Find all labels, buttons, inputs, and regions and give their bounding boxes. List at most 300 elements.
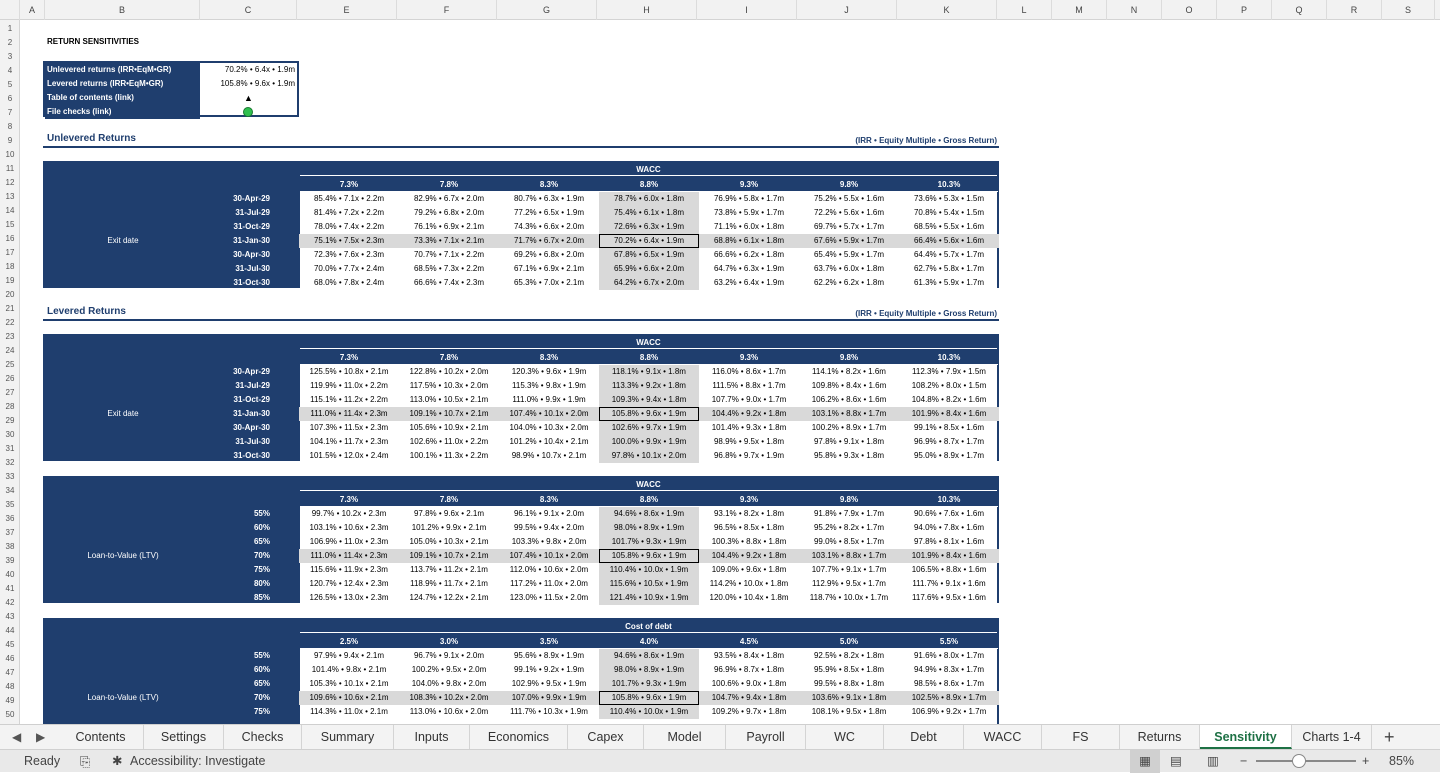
column-header-G[interactable]: G — [497, 0, 597, 20]
row-header[interactable]: 47 — [5, 668, 15, 677]
row-header[interactable]: 50 — [5, 710, 15, 719]
table-cell[interactable]: 106.9% • 11.0x • 2.3m — [309, 537, 389, 546]
table-cell[interactable]: 100.3% • 8.8x • 1.8m — [711, 537, 787, 546]
table-cell[interactable]: 104.1% • 11.7x • 2.3m — [309, 437, 389, 446]
table-cell[interactable]: 109.6% • 10.6x • 2.1m — [299, 691, 399, 705]
row-header[interactable]: 31 — [5, 444, 15, 453]
table-cell[interactable]: 109.0% • 9.6x • 1.8m — [711, 565, 787, 574]
table-cell[interactable]: 108.1% • 9.5x • 1.8m — [811, 707, 887, 716]
row-header[interactable]: 12 — [5, 178, 15, 187]
table-cell[interactable]: 95.2% • 8.2x • 1.7m — [813, 523, 885, 532]
table-cell[interactable]: 106.2% • 8.6x • 1.6m — [811, 395, 887, 404]
sheet-tab-summary[interactable]: Summary — [302, 725, 394, 749]
table-cell[interactable]: 101.4% • 9.3x • 1.8m — [711, 423, 787, 432]
table-cell[interactable]: 111.5% • 8.8x • 1.7m — [712, 381, 786, 390]
sheet-tab-economics[interactable]: Economics — [470, 725, 568, 749]
row-header[interactable]: 23 — [5, 332, 15, 341]
table-cell[interactable]: 103.1% • 8.8x • 1.7m — [799, 407, 899, 421]
sheet-title: RETURN SENSITIVITIES — [47, 37, 140, 46]
table-cell[interactable]: 80.7% • 6.3x • 1.9m — [513, 194, 585, 203]
table-cell[interactable]: 73.8% • 5.9x • 1.7m — [713, 208, 785, 217]
table-row-label: 30-Apr-30 — [233, 423, 270, 432]
table-cell[interactable]: 104.4% • 9.2x • 1.8m — [699, 407, 799, 421]
table-cell[interactable]: 99.1% • 9.2x • 1.9m — [513, 665, 585, 674]
row-header-bar — [0, 20, 20, 724]
column-header-N[interactable]: N — [1107, 0, 1162, 20]
table-cell[interactable]: 99.5% • 9.4x • 2.0m — [513, 523, 585, 532]
table-cell[interactable]: 68.5% • 5.5x • 1.6m — [913, 222, 985, 231]
table-cell[interactable]: 109.1% • 10.7x • 2.1m — [399, 549, 499, 563]
summary-label[interactable]: File checks (link) — [45, 105, 200, 119]
table-cell[interactable]: 105.6% • 10.9x • 2.1m — [409, 423, 489, 432]
row-header[interactable]: 4 — [7, 66, 13, 75]
row-header[interactable]: 19 — [5, 276, 15, 285]
table-cell[interactable]: 72.6% • 6.3x • 1.9m — [599, 220, 699, 234]
sheet-tab-settings[interactable]: Settings — [144, 725, 224, 749]
row-header[interactable]: 46 — [5, 654, 15, 663]
table-cell[interactable]: 95.9% • 8.5x • 1.8m — [813, 665, 885, 674]
table-cell[interactable]: 107.3% • 11.5x • 2.3m — [309, 423, 389, 432]
column-header-B[interactable]: B — [45, 0, 200, 20]
table-cell[interactable]: 79.2% • 6.8x • 2.0m — [413, 208, 485, 217]
row-header[interactable]: 38 — [5, 542, 15, 551]
table-cell[interactable]: 66.4% • 5.6x • 1.6m — [899, 234, 999, 248]
zoom-out-button[interactable]: − — [1240, 754, 1248, 768]
table-cell[interactable]: 75.2% • 5.5x • 1.6m — [813, 194, 885, 203]
table-cell[interactable]: 111.7% • 10.3x • 1.9m — [510, 707, 588, 716]
select-all-corner[interactable] — [0, 0, 20, 20]
triangle-up-icon[interactable]: ▲ — [244, 93, 253, 103]
table-cell[interactable]: 104.4% • 9.2x • 1.8m — [699, 549, 799, 563]
table-cell[interactable]: 71.7% • 6.7x • 2.0m — [499, 234, 599, 248]
row-header[interactable]: 43 — [5, 612, 15, 621]
table-cell[interactable]: 68.8% • 6.1x • 1.8m — [699, 234, 799, 248]
table-cell[interactable]: 64.7% • 6.3x • 1.9m — [713, 264, 785, 273]
table-cell[interactable]: 96.8% • 9.7x • 1.9m — [713, 451, 785, 460]
table-cell[interactable]: 107.7% • 9.1x • 1.7m — [811, 565, 887, 574]
table-cell[interactable]: 104.0% • 9.8x • 2.0m — [411, 679, 487, 688]
accessibility-status[interactable]: Accessibility: Investigate — [130, 754, 266, 768]
table-cell[interactable]: 109.2% • 9.7x • 1.8m — [711, 707, 787, 716]
zoom-in-button[interactable]: + — [1362, 754, 1370, 768]
table-cell[interactable]: 117.2% • 11.0x • 2.0m — [510, 579, 588, 588]
table-cell[interactable]: 108.2% • 8.0x • 1.5m — [911, 381, 987, 390]
table-cell[interactable]: 94.6% • 8.6x • 1.9m — [599, 507, 699, 521]
table-cell[interactable]: 65.3% • 7.0x • 2.1m — [513, 278, 585, 287]
row-header[interactable]: 22 — [5, 318, 15, 327]
row-header[interactable]: 11 — [5, 164, 15, 173]
table-cell[interactable]: 120.3% • 9.6x • 1.9m — [511, 367, 587, 376]
table-cell[interactable]: 78.0% • 7.4x • 2.2m — [313, 222, 385, 231]
column-header-L[interactable]: L — [997, 0, 1052, 20]
table-cell[interactable]: 118.7% • 10.0x • 1.7m — [809, 593, 889, 602]
table-cell[interactable]: 67.6% • 5.9x • 1.7m — [799, 234, 899, 248]
table-cell[interactable]: 113.3% • 9.2x • 1.8m — [599, 379, 699, 393]
column-header-H[interactable]: H — [597, 0, 697, 20]
table-cell[interactable]: 100.0% • 9.9x • 1.9m — [599, 435, 699, 449]
row-header[interactable]: 33 — [5, 472, 15, 481]
table-cell[interactable]: 115.3% • 9.8x • 1.9m — [512, 381, 586, 390]
table-cell[interactable]: 105.0% • 10.3x • 2.1m — [409, 537, 489, 546]
table-column-header: 8.8% — [600, 493, 698, 507]
table-cell[interactable]: 117.6% • 9.5x • 1.6m — [912, 593, 986, 602]
table-cell[interactable]: 109.8% • 8.4x • 1.6m — [811, 381, 887, 390]
table-cell[interactable]: 126.5% • 13.0x • 2.3m — [309, 593, 389, 602]
table-cell[interactable]: 95.0% • 8.9x • 1.7m — [913, 451, 985, 460]
table-cell[interactable]: 97.8% • 8.1x • 1.6m — [913, 537, 985, 546]
table-cell[interactable]: 66.6% • 7.4x • 2.3m — [413, 278, 485, 287]
table-cell[interactable]: 111.7% • 9.1x • 1.6m — [912, 579, 986, 588]
table-cell[interactable]: 120.0% • 10.4x • 1.8m — [709, 593, 789, 602]
check-status-cell[interactable] — [200, 105, 297, 119]
table-cell[interactable]: 110.4% • 10.0x • 1.9m — [599, 563, 699, 577]
table-cell[interactable]: 115.1% • 11.2x • 2.2m — [310, 395, 388, 404]
table-cell[interactable]: 107.7% • 9.0x • 1.7m — [711, 395, 787, 404]
table-cell[interactable]: 101.7% • 9.3x • 1.9m — [599, 677, 699, 691]
table-cell[interactable]: 75.1% • 7.5x • 2.3m — [299, 234, 399, 248]
table-cell[interactable]: 70.2% • 6.4x • 1.9m — [599, 234, 699, 248]
row-header[interactable]: 45 — [5, 640, 15, 649]
table-cell[interactable]: 117.5% • 10.3x • 2.0m — [409, 381, 489, 390]
accessibility-icon[interactable]: ✱ — [112, 754, 123, 768]
table-cell[interactable]: 100.6% • 9.0x • 1.8m — [711, 679, 787, 688]
table-cell[interactable]: 96.5% • 8.5x • 1.8m — [713, 523, 785, 532]
sheet-tab-payroll[interactable]: Payroll — [726, 725, 806, 749]
table-cell[interactable]: 96.9% • 8.7x • 1.8m — [713, 665, 785, 674]
table-cell[interactable]: 63.2% • 6.4x • 1.9m — [713, 278, 785, 287]
table-cell[interactable]: 99.1% • 8.5x • 1.6m — [913, 423, 985, 432]
add-sheet-button[interactable]: + — [1384, 727, 1395, 747]
column-header-O[interactable]: O — [1162, 0, 1217, 20]
table-cell[interactable]: 67.8% • 6.5x • 1.9m — [599, 248, 699, 262]
sheet-tab-capex[interactable]: Capex — [568, 725, 644, 749]
table-cell[interactable]: 71.1% • 6.0x • 1.8m — [713, 222, 785, 231]
table-cell[interactable]: 104.7% • 9.4x • 1.8m — [699, 691, 799, 705]
table-cell[interactable]: 103.1% • 8.8x • 1.7m — [799, 549, 899, 563]
row-header[interactable]: 5 — [7, 80, 13, 89]
table-axis-label: WACC — [300, 478, 997, 491]
column-header-R[interactable]: R — [1327, 0, 1382, 20]
tab-scroll-right-icon[interactable]: ▶ — [36, 730, 46, 744]
row-header[interactable]: 16 — [5, 234, 15, 243]
row-header[interactable]: 3 — [7, 52, 13, 61]
row-header[interactable]: 27 — [5, 388, 15, 397]
table-cell[interactable]: 101.9% • 8.4x • 1.6m — [899, 407, 999, 421]
table-cell[interactable]: 65.4% • 5.9x • 1.7m — [813, 250, 885, 259]
table-cell[interactable]: 70.8% • 5.4x • 1.5m — [913, 208, 985, 217]
table-cell[interactable]: 99.7% • 10.2x • 2.3m — [311, 509, 387, 518]
table-cell[interactable]: 77.2% • 6.5x • 1.9m — [513, 208, 585, 217]
table-cell[interactable]: 101.2% • 10.4x • 2.1m — [509, 437, 589, 446]
table-cell[interactable]: 63.7% • 6.0x • 1.8m — [813, 264, 885, 273]
table-cell[interactable]: 103.3% • 9.8x • 2.0m — [511, 537, 587, 546]
macro-record-icon[interactable]: ⎘ — [80, 754, 91, 769]
sheet-tab-charts-1-4[interactable]: Charts 1-4 — [1292, 725, 1372, 749]
row-header[interactable]: 26 — [5, 374, 15, 383]
table-cell[interactable]: 101.5% • 12.0x • 2.4m — [309, 451, 389, 460]
row-header[interactable]: 15 — [5, 220, 15, 229]
zoom-slider-thumb[interactable] — [1292, 754, 1306, 768]
table-cell[interactable]: 111.0% • 11.4x • 2.3m — [299, 549, 399, 563]
row-header[interactable]: 41 — [5, 584, 15, 593]
row-header[interactable]: 24 — [5, 346, 15, 355]
column-header-J[interactable]: J — [797, 0, 897, 20]
summary-label[interactable]: Table of contents (link) — [45, 91, 200, 105]
table-cell[interactable]: 123.0% • 11.5x • 2.0m — [509, 593, 589, 602]
table-cell[interactable]: 81.4% • 7.2x • 2.2m — [313, 208, 385, 217]
sheet-tab-fs[interactable]: FS — [1042, 725, 1120, 749]
table-cell[interactable]: 91.8% • 7.9x • 1.7m — [813, 509, 885, 518]
table-cell[interactable]: 75.4% • 6.1x • 1.8m — [599, 206, 699, 220]
table-cell[interactable]: 82.9% • 6.7x • 2.0m — [413, 194, 485, 203]
table-cell[interactable]: 111.0% • 9.9x • 1.9m — [512, 395, 586, 404]
table-cell[interactable]: 122.8% • 10.2x • 2.0m — [409, 367, 489, 376]
table-column-header: 9.3% — [700, 178, 798, 192]
sheet-tab-contents[interactable]: Contents — [58, 725, 144, 749]
table-cell[interactable]: 73.6% • 5.3x • 1.5m — [913, 194, 985, 203]
table-cell[interactable]: 62.7% • 5.8x • 1.7m — [913, 264, 985, 273]
table-cell[interactable]: 101.7% • 9.3x • 1.9m — [599, 535, 699, 549]
table-cell[interactable]: 67.1% • 6.9x • 2.1m — [513, 264, 585, 273]
table-cell[interactable]: 105.8% • 9.6x • 1.9m — [599, 549, 699, 563]
table-cell[interactable]: 101.9% • 8.4x • 1.6m — [899, 549, 999, 563]
table-cell[interactable]: 72.3% • 7.6x • 2.3m — [313, 250, 385, 259]
table-row-label: 31-Jul-30 — [235, 437, 270, 446]
sheet-tab-sensitivity[interactable]: Sensitivity — [1200, 725, 1292, 749]
row-header[interactable]: 7 — [7, 108, 13, 117]
column-header-S[interactable]: S — [1382, 0, 1435, 20]
table-cell[interactable]: 78.7% • 6.0x • 1.8m — [599, 192, 699, 206]
table-cell[interactable]: 105.8% • 9.6x • 1.9m — [599, 407, 699, 421]
summary-row-file-checks[interactable] — [45, 105, 297, 119]
table-cell[interactable]: 116.0% • 8.6x • 1.7m — [712, 367, 786, 376]
table-cell[interactable]: 96.9% • 8.7x • 1.7m — [913, 437, 985, 446]
column-header-P[interactable]: P — [1217, 0, 1272, 20]
row-header[interactable]: 14 — [5, 206, 15, 215]
table-cell[interactable]: 102.6% • 9.7x • 1.9m — [599, 421, 699, 435]
row-header[interactable]: 25 — [5, 360, 15, 369]
table-cell[interactable]: 111.0% • 11.4x • 2.3m — [299, 407, 399, 421]
table-cell[interactable]: 98.0% • 8.9x • 1.9m — [599, 663, 699, 677]
table-cell[interactable]: 99.0% • 8.5x • 1.7m — [813, 537, 885, 546]
row-header[interactable]: 34 — [5, 486, 15, 495]
table-cell[interactable]: 113.7% • 11.2x • 2.1m — [410, 565, 488, 574]
table-cell[interactable]: 101.2% • 9.9x • 2.1m — [411, 523, 487, 532]
column-header-I[interactable]: I — [697, 0, 797, 20]
row-header[interactable]: 35 — [5, 500, 15, 509]
row-header[interactable]: 40 — [5, 570, 15, 579]
table-row-label: 80% — [253, 579, 270, 588]
table-cell[interactable]: 114.1% • 8.2x • 1.6m — [812, 367, 886, 376]
table-cell[interactable]: 125.5% • 10.8x • 2.1m — [309, 367, 389, 376]
table-cell[interactable]: 64.2% • 6.7x • 2.0m — [599, 276, 699, 290]
column-header-A[interactable]: A — [20, 0, 45, 20]
table-cell[interactable]: 102.9% • 9.5x • 1.9m — [511, 679, 587, 688]
row-header[interactable]: 37 — [5, 528, 15, 537]
table-cell[interactable]: 76.9% • 5.8x • 1.7m — [713, 194, 785, 203]
table-cell[interactable]: 76.1% • 6.9x • 2.1m — [413, 222, 485, 231]
table-cell[interactable]: 100.2% • 8.9x • 1.7m — [811, 423, 887, 432]
row-header[interactable]: 30 — [5, 430, 15, 439]
table-cell[interactable]: 113.0% • 10.5x • 2.1m — [409, 395, 489, 404]
table-cell[interactable]: 95.6% • 8.9x • 1.9m — [513, 651, 585, 660]
column-header-K[interactable]: K — [897, 0, 997, 20]
table-cell[interactable]: 92.5% • 8.2x • 1.8m — [813, 651, 885, 660]
table-cell[interactable]: 94.9% • 8.3x • 1.7m — [913, 665, 985, 674]
table-cell[interactable]: 106.5% • 8.8x • 1.6m — [911, 565, 987, 574]
table-cell[interactable]: 69.2% • 6.8x • 2.0m — [513, 250, 585, 259]
table-cell[interactable]: 69.7% • 5.7x • 1.7m — [813, 222, 885, 231]
table-cell[interactable]: 104.8% • 8.2x • 1.6m — [911, 395, 987, 404]
summary-row-toc-link[interactable] — [45, 91, 297, 105]
table-cell[interactable]: 97.9% • 9.4x • 2.1m — [313, 651, 385, 660]
table-cell[interactable]: 61.3% • 5.9x • 1.7m — [913, 278, 985, 287]
table-cell[interactable]: 72.2% • 5.6x • 1.6m — [813, 208, 885, 217]
sheet-tab-model[interactable]: Model — [644, 725, 726, 749]
column-header-E[interactable]: E — [297, 0, 397, 20]
table-cell[interactable]: 100.1% • 11.3x • 2.2m — [409, 451, 489, 460]
page-layout-view-icon[interactable]: ▤ — [1170, 754, 1182, 768]
sheet-tab-inputs[interactable]: Inputs — [394, 725, 470, 749]
table-cell[interactable]: 114.3% • 11.0x • 2.1m — [310, 707, 388, 716]
table-cell[interactable]: 105.3% • 10.1x • 2.1m — [309, 679, 389, 688]
table-row-label: 55% — [253, 509, 270, 518]
column-header-M[interactable]: M — [1052, 0, 1107, 20]
row-header[interactable]: 6 — [7, 94, 13, 103]
row-header[interactable]: 1 — [7, 24, 13, 33]
table-cell[interactable]: 91.6% • 8.0x • 1.7m — [913, 651, 985, 660]
table-cell[interactable]: 112.3% • 7.9x • 1.5m — [912, 367, 986, 376]
sheet-tab-checks[interactable]: Checks — [224, 725, 302, 749]
table-cell[interactable]: 115.6% • 11.9x • 2.3m — [310, 565, 388, 574]
row-header[interactable]: 17 — [5, 248, 15, 257]
table-cell[interactable]: 93.1% • 8.2x • 1.8m — [713, 509, 785, 518]
normal-view-icon[interactable]: ▦ — [1130, 750, 1160, 773]
table-cell[interactable]: 107.4% • 10.1x • 2.0m — [499, 549, 599, 563]
sheet-tab-wc[interactable]: WC — [806, 725, 884, 749]
table-cell[interactable]: 96.7% • 9.1x • 2.0m — [413, 651, 485, 660]
table-cell[interactable]: 97.8% • 9.6x • 2.1m — [413, 509, 485, 518]
table-cell[interactable]: 112.0% • 10.6x • 2.0m — [509, 565, 589, 574]
table-cell[interactable]: 109.1% • 10.7x • 2.1m — [399, 407, 499, 421]
row-header[interactable]: 8 — [7, 122, 13, 131]
table-cell[interactable]: 94.6% • 8.6x • 1.9m — [599, 649, 699, 663]
column-header-Q[interactable]: Q — [1272, 0, 1327, 20]
table-cell[interactable]: 102.6% • 11.0x • 2.2m — [409, 437, 489, 446]
table-cell[interactable]: 70.0% • 7.7x • 2.4m — [313, 264, 385, 273]
table-cell[interactable]: 104.0% • 10.3x • 2.0m — [509, 423, 589, 432]
worksheet[interactable] — [20, 20, 1440, 724]
table-cell[interactable]: 68.0% • 7.8x • 2.4m — [313, 278, 385, 287]
table-cell[interactable]: 94.0% • 7.8x • 1.6m — [913, 523, 985, 532]
zoom-level[interactable]: 85% — [1389, 754, 1415, 768]
table-cell[interactable]: 99.5% • 8.8x • 1.8m — [813, 679, 885, 688]
sheet-tab-debt[interactable]: Debt — [884, 725, 964, 749]
table-cell[interactable]: 85.4% • 7.1x • 2.2m — [313, 194, 385, 203]
table-cell[interactable]: 115.6% • 10.5x • 1.9m — [599, 577, 699, 591]
table-cell[interactable]: 110.4% • 10.0x • 1.9m — [599, 705, 699, 719]
table-cell[interactable]: 96.1% • 9.1x • 2.0m — [513, 509, 585, 518]
table-cell[interactable]: 118.1% • 9.1x • 1.8m — [599, 365, 699, 379]
row-header[interactable]: 13 — [5, 192, 15, 201]
table-cell[interactable]: 65.9% • 6.6x • 2.0m — [599, 262, 699, 276]
row-header[interactable]: 44 — [5, 626, 15, 635]
table-cell[interactable]: 70.7% • 7.1x • 2.2m — [413, 250, 485, 259]
table-cell[interactable]: 102.5% • 8.9x • 1.7m — [899, 691, 999, 705]
row-header[interactable]: 18 — [5, 262, 15, 271]
table-row-label: 30-Apr-29 — [233, 367, 270, 376]
row-header[interactable]: 39 — [5, 556, 15, 565]
table-cell[interactable]: 108.3% • 10.2x • 2.0m — [399, 691, 499, 705]
row-header[interactable]: 29 — [5, 416, 15, 425]
table-cell[interactable]: 107.0% • 9.9x • 1.9m — [499, 691, 599, 705]
row-header[interactable]: 10 — [5, 150, 15, 159]
row-header[interactable]: 48 — [5, 682, 15, 691]
table-cell[interactable]: 97.8% • 10.1x • 2.0m — [599, 449, 699, 463]
table-cell[interactable]: 101.4% • 9.8x • 2.1m — [311, 665, 387, 674]
table-cell[interactable]: 93.5% • 8.4x • 1.8m — [713, 651, 785, 660]
column-header-F[interactable]: F — [397, 0, 497, 20]
zoom-slider-track[interactable] — [1256, 760, 1356, 762]
table-cell[interactable]: 98.5% • 8.6x • 1.7m — [913, 679, 985, 688]
table-cell[interactable]: 103.6% • 9.1x • 1.8m — [799, 691, 899, 705]
table-cell[interactable]: 103.1% • 10.6x • 2.3m — [309, 523, 389, 532]
row-header[interactable]: 36 — [5, 514, 15, 523]
row-header[interactable]: 49 — [5, 696, 15, 705]
table-cell[interactable]: 66.6% • 6.2x • 1.8m — [713, 250, 785, 259]
table-cell[interactable]: 68.5% • 7.3x • 2.2m — [413, 264, 485, 273]
row-header[interactable]: 2 — [7, 38, 13, 47]
table-cell[interactable]: 98.9% • 9.5x • 1.8m — [713, 437, 785, 446]
table-cell[interactable]: 112.9% • 9.5x • 1.7m — [812, 579, 886, 588]
table-cell[interactable]: 64.4% • 5.7x • 1.7m — [913, 250, 985, 259]
table-cell[interactable]: 105.8% • 9.6x • 1.9m — [599, 691, 699, 705]
table-cell[interactable]: 114.2% • 10.0x • 1.8m — [709, 579, 789, 588]
row-header[interactable]: 42 — [5, 598, 15, 607]
column-header-C[interactable]: C — [200, 0, 297, 20]
table-cell[interactable]: 109.3% • 9.4x • 1.8m — [599, 393, 699, 407]
table-cell[interactable]: 107.4% • 10.1x • 2.0m — [499, 407, 599, 421]
table-cell[interactable]: 106.9% • 9.2x • 1.7m — [911, 707, 987, 716]
table-cell[interactable]: 98.9% • 10.7x • 2.1m — [511, 451, 587, 460]
green-circle-icon[interactable] — [243, 107, 253, 117]
table-cell[interactable]: 120.7% • 12.4x • 2.3m — [309, 579, 389, 588]
page-break-view-icon[interactable]: ▥ — [1207, 754, 1219, 768]
table-cell[interactable]: 118.9% • 11.7x • 2.1m — [410, 579, 488, 588]
table-cell[interactable]: 74.3% • 6.6x • 2.0m — [513, 222, 585, 231]
table-cell[interactable]: 73.3% • 7.1x • 2.1m — [399, 234, 499, 248]
row-header[interactable]: 28 — [5, 402, 15, 411]
row-header[interactable]: 32 — [5, 458, 15, 467]
table-cell[interactable]: 113.0% • 10.6x • 2.0m — [409, 707, 489, 716]
sheet-tab-wacc[interactable]: WACC — [964, 725, 1042, 749]
table-cell[interactable]: 100.2% • 9.5x • 2.0m — [411, 665, 487, 674]
table-cell[interactable]: 62.2% • 6.2x • 1.8m — [813, 278, 885, 287]
row-header[interactable]: 20 — [5, 290, 15, 299]
table-cell[interactable]: 121.4% • 10.9x • 1.9m — [599, 591, 699, 605]
row-header[interactable]: 21 — [5, 304, 15, 313]
table-cell[interactable]: 97.8% • 9.1x • 1.8m — [813, 437, 885, 446]
table-row-label: 70% — [253, 693, 270, 702]
tab-scroll-left-icon[interactable]: ◀ — [12, 730, 22, 744]
table-cell[interactable]: 90.6% • 7.6x • 1.6m — [913, 509, 985, 518]
table-cell[interactable]: 119.9% • 11.0x • 2.2m — [310, 381, 388, 390]
row-header[interactable]: 9 — [7, 136, 13, 145]
table-cell[interactable]: 95.8% • 9.3x • 1.8m — [813, 451, 885, 460]
table-cell[interactable]: 124.7% • 12.2x • 2.1m — [409, 593, 489, 602]
table-cell[interactable]: 98.0% • 8.9x • 1.9m — [599, 521, 699, 535]
sheet-tab-returns[interactable]: Returns — [1120, 725, 1200, 749]
